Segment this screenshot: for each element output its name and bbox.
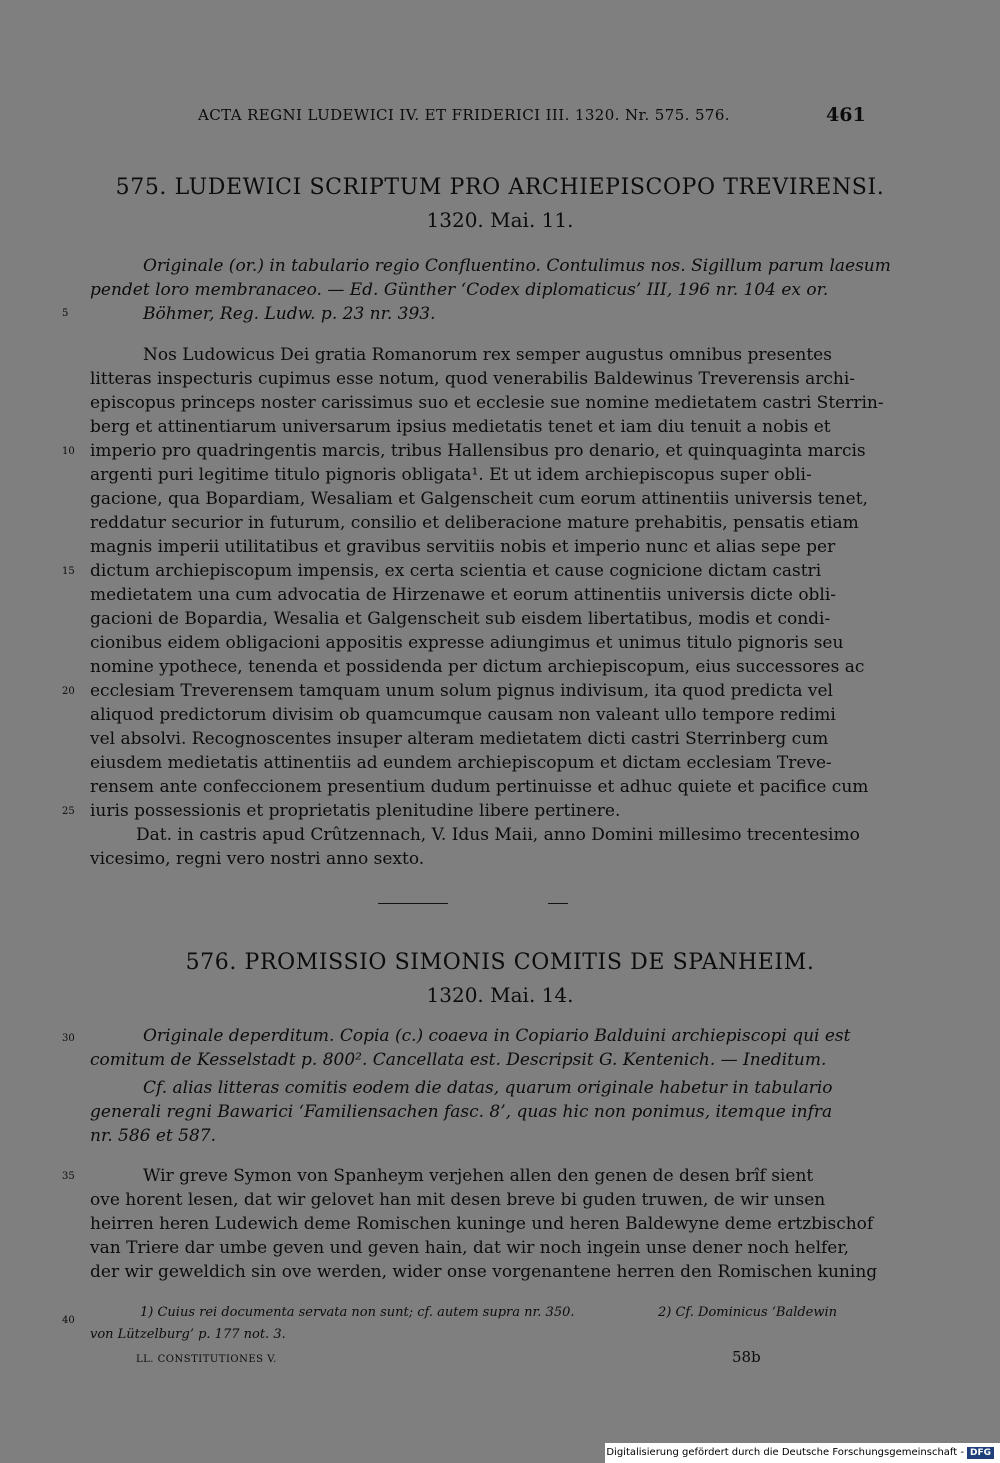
text-line: van Triere dar umbe geven und geven hain, dat wir noch ingein unse dener noch helfer,: [90, 1238, 850, 1258]
running-header: ACTA REGNI LUDEWICI IV. ET FRIDERICI III. 1320. Nr. 575. 576.: [198, 106, 730, 124]
doc576-source-line: nr. 586 et 587.: [90, 1126, 217, 1146]
doc575-date: 1320. Mai. 11.: [426, 208, 574, 232]
separator-rule: [548, 903, 568, 904]
text-line: iuris possessionis et proprietatis plenitudine libere pertinere.: [90, 801, 621, 821]
text-line: ecclesiam Treverensem tamquam unum solum pignus indivisum, ita quod predicta vel: [90, 681, 833, 701]
signature-mark: 58b: [732, 1348, 761, 1366]
text-line: argenti puri legitime titulo pignoris obligata¹. Et ut idem archiepiscopus super obli-: [90, 465, 812, 485]
footnote-1: 1) Cuius rei documenta servata non sunt; cf. autem supra nr. 350.: [140, 1305, 575, 1320]
line-number: 5: [62, 308, 69, 319]
line-number: 15: [62, 566, 75, 577]
text-line: Nos Ludowicus Dei gratia Romanorum rex semper augustus omnibus presentes: [143, 345, 832, 365]
text-line: Wir greve Symon von Spanheym verjehen allen den genen de desen brîf sient: [143, 1166, 814, 1186]
doc576-source-line: Cf. alias litteras comitis eodem die datas, quarum originale habetur in tabulario: [143, 1078, 833, 1098]
text-line: gacioni de Bopardia, Wesalia et Galgenscheit sub eisdem libertatibus, modis et condi-: [90, 609, 831, 629]
text-line: vel absolvi. Recognoscentes insuper alteram medietatem dicti castri Sterrinberg cum: [90, 729, 829, 749]
text-line: cionibus eidem obligacioni appositis expresse adiungimus et unimus titulo pignoris seu: [90, 633, 844, 653]
text-line: episcopus princeps noster carissimus suo et ecclesie sue nomine medietatem castri Sterrin-: [90, 393, 884, 413]
text-line: der wir geweldich sin ove werden, wider onse vorgenantene herren den Romischen kuning: [90, 1262, 878, 1282]
line-number: 10: [62, 446, 75, 457]
text-line: gacione, qua Bopardiam, Wesaliam et Galgenscheit cum eorum attinentiis universis tenet,: [90, 489, 868, 509]
doc576-title: 576. PROMISSIO SIMONIS COMITIS DE SPANHEIM.: [185, 950, 815, 975]
line-number: 30: [62, 1033, 75, 1044]
footnote-2-continued: von Lützelburg’ p. 177 not. 3.: [90, 1327, 286, 1342]
text-line: ove horent lesen, dat wir gelovet han mit desen breve bi guden truwen, de wir unsen: [90, 1190, 826, 1210]
text-line: litteras inspecturis cupimus esse notum, quod venerabilis Baldewinus Treverensis archi-: [90, 369, 856, 389]
line-number: 40: [62, 1315, 75, 1326]
doc575-source-line: Originale (or.) in tabulario regio Confluentino. Contulimus nos. Sigillum parum laesum: [143, 256, 891, 276]
credit-text: Digitalisierung gefördert durch die Deutsche Forschungsgemeinschaft -: [606, 1447, 964, 1458]
text-line: reddatur securior in futurum, consilio et deliberacione mature prehabitis, pensatis etiam: [90, 513, 859, 533]
line-number: 20: [62, 686, 75, 697]
footnote-2: 2) Cf. Dominicus ‘Baldewin: [658, 1305, 838, 1320]
text-line: heirren heren Ludewich deme Romischen kuninge und heren Baldewyne deme ertzbischof: [90, 1214, 874, 1234]
text-line: imperio pro quadringentis marcis, tribus Hallensibus pro denario, et quinquaginta marcis: [90, 441, 866, 461]
doc576-date: 1320. Mai. 14.: [426, 983, 574, 1007]
text-line: aliquod predictorum divisim ob quamcumque causam non valeant ullo tempore redimi: [90, 705, 836, 725]
text-line: vicesimo, regni vero nostri anno sexto.: [90, 849, 425, 869]
doc575-source-line: pendet loro membranaceo. — Ed. Günther ‘Codex diplomaticus’ III, 196 nr. 104 ex or.: [90, 280, 829, 300]
text-line: eiusdem medietatis attinentiis ad eundem archiepiscopum et dictam ecclesiam Treve-: [90, 753, 832, 773]
text-line: nomine ypothece, tenenda et possidenda per dictum archiepiscopum, eius successores ac: [90, 657, 865, 677]
separator-rule: [378, 903, 448, 904]
doc575-source-line: Böhmer, Reg. Ludw. p. 23 nr. 393.: [143, 304, 436, 324]
footer-series: LL. CONSTITUTIONES V.: [136, 1354, 277, 1365]
line-number: 25: [62, 806, 75, 817]
text-line: Dat. in castris apud Crûtzennach, V. Idus Maii, anno Domini millesimo trecentesimo: [136, 825, 860, 845]
doc576-source-line: generali regni Bawarici ‘Familiensachen fasc. 8’, quas hic non ponimus, itemque infra: [90, 1102, 833, 1122]
line-number: 35: [62, 1171, 75, 1182]
digitization-credit: [605, 1443, 1000, 1463]
text-line: rensem ante confeccionem presentium dudum pertinuisse et adhuc quiete et pacifice cum: [90, 777, 869, 797]
doc575-title: 575. LUDEWICI SCRIPTUM PRO ARCHIEPISCOPO TREVIRENSI.: [115, 175, 885, 200]
dfg-logo: DFG: [967, 1447, 994, 1459]
doc576-source-line: Originale deperditum. Copia (c.) coaeva in Copiario Balduini archiepiscopi qui est: [143, 1026, 851, 1046]
page-number: 461: [826, 104, 866, 126]
text-line: dictum archiepiscopum impensis, ex certa scientia et cause cognicione dictam castri: [90, 561, 822, 581]
text-line: magnis imperii utilitatibus et gravibus servitiis nobis et imperio nunc et alias sepe per: [90, 537, 836, 557]
text-line: berg et attinentiarum universarum ipsius medietatis tenet et iam diu tenuit a nobis et: [90, 417, 831, 437]
doc576-source-line: comitum de Kesselstadt p. 800². Cancellata est. Descripsit G. Kentenich. — Ineditum.: [90, 1050, 827, 1070]
text-line: medietatem una cum advocatia de Hirzenawe et eorum attinentiis universis dicte obli-: [90, 585, 837, 605]
